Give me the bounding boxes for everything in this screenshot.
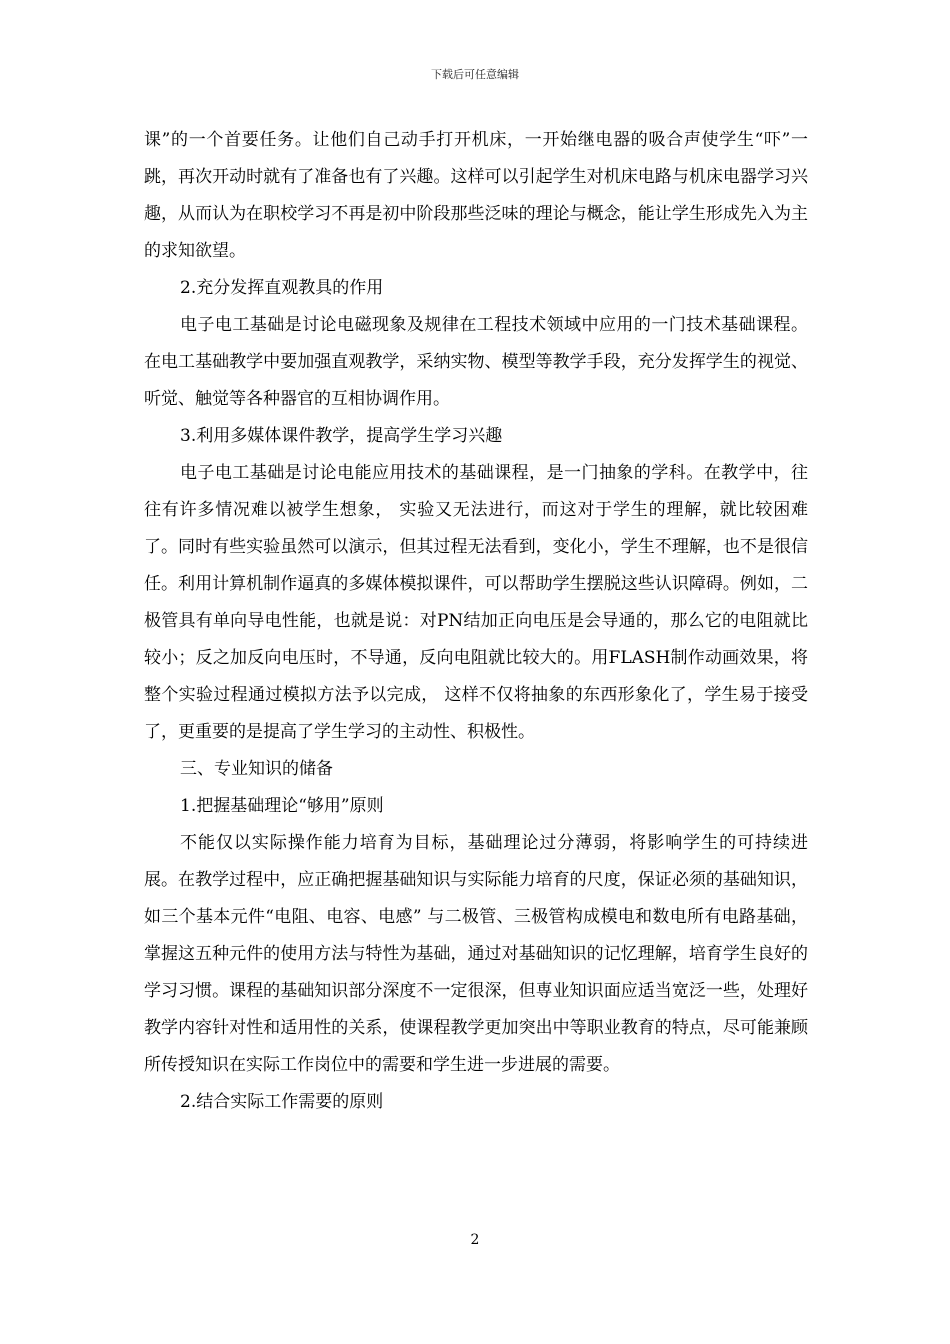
- paragraph: 电子电工基础是讨论电磁现象及规律在工程技术领域中应用的一门技术基础课程。在电工基础教学中要加强直观教学，采纳实物、模型等教学手段，充分发挥学生的视觉、听觉、触觉等各种器官的互相协调作用。: [144, 315, 808, 409]
- section-heading: 1.把握基础理论“够用”原则: [180, 796, 384, 816]
- page-header: 下载后可任意编辑: [431, 68, 519, 81]
- section-heading: 2.结合实际工作需要的原则: [180, 1092, 384, 1112]
- page-number: 2: [470, 1232, 480, 1248]
- chapter-heading: 三、专业知识的储备: [180, 759, 333, 779]
- section-heading: 3.利用多媒体课件教学，提高学生学习兴趣: [180, 426, 503, 446]
- document-body: [144, 122, 808, 1121]
- paragraph: 课”的一个首要任务。让他们自己动手打开机床，一开始继电器的吸合声使学生“吓”一跳，再次开动时就有了准备也有了兴趣。这样可以引起学生对机床电路与机床电器学习兴趣，从而认为在职校学习不再是初中阶段那些泛味的理论与概念，能让学生形成先入为主的求知欲望。: [144, 130, 808, 261]
- paragraph: 电子电工基础是讨论电能应用技术的基础课程，是一门抽象的学科。在教学中，往往有许多情况难以被学生想象， 实验又无法进行，而这对于学生的理解，就比较困难了。同时有些实验虽然可以演示，但其过程无法看到，变化小，学生不理解，也不是很信任。利用计算机制作逼真的多媒体模拟课件，可以帮助学生摆脱这些认识障碍。例如，二极管具有单向导电性能，也就是说：对PN结加正向电压是会导通的，那么它的电阻就比较小；反之加反向电压时，不导通，反向电阻就比较大的。用FLASH制作动画效果，将整个实验过程通过模拟方法予以完成， 这样不仅将抽象的东西形象化了，学生易于接受了，更重要的是提高了学生学习的主动性、积极性。: [144, 463, 808, 742]
- paragraph: 不能仅以实际操作能力培育为目标，基础理论过分薄弱，将影响学生的可持续进展。在教学过程中，应正确把握基础知识与实际能力培育的尺度，保证必须的基础知识，如三个基本元件“电阻、电容、电感” 与二极管、三极管构成模电和数电所有电路基础，掌握这五种元件的使用方法与特性为基础，通过对基础知识的记忆理解，培育学生良好的学习习惯。课程的基础知识部分深度不一定很深，但専业知识面应适当宽泛一些，处理好教学内容针对性和适用性的关系，使课程教学更加突出中等职业教育的特点，尽可能兼顾所传授知识在实际工作岗位中的需要和学生进一步进展的需要。: [144, 833, 808, 1075]
- section-heading: 2.充分发挥直观教具的作用: [180, 278, 384, 298]
